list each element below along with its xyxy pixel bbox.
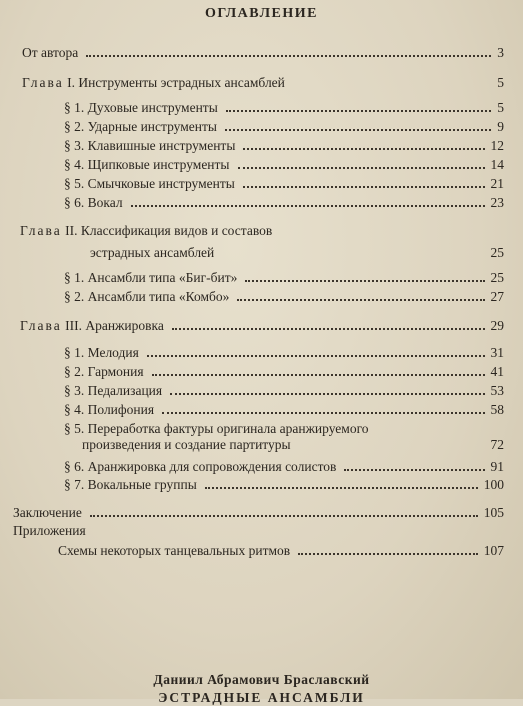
toc-entry-author: От автора 3: [22, 45, 504, 60]
toc-section: § 1. Мелодия 31: [64, 345, 504, 360]
toc-section: § 5. Смычковые инструменты 21: [64, 176, 504, 191]
toc-section: § 6. Вокал 23: [64, 195, 504, 210]
toc-section: § 2. Ударные инструменты 9: [64, 119, 504, 134]
author-name: Даниил Абрамович Браславский: [153, 672, 370, 687]
book-title-cut: ЭСТРАДНЫЕ АНСАМБЛИ: [158, 690, 365, 705]
toc-section-cont: произведения и создание партитуры 72: [82, 437, 504, 452]
toc-chapter-1: Глава I. Инструменты эстрадных ансамблей 5: [22, 75, 504, 90]
toc-section: § 4. Полифония 58: [64, 402, 504, 417]
toc-section: § 3. Клавишные инструменты 12: [64, 138, 504, 153]
toc-section: § 7. Вокальные группы 100: [64, 477, 504, 492]
toc-entry-appendix: Приложения: [13, 523, 86, 538]
page-title: ОГЛАВЛЕНИЕ: [205, 6, 318, 21]
toc-section: § 4. Щипковые инструменты 14: [64, 157, 504, 172]
toc-section: § 3. Педализация 53: [64, 383, 504, 398]
toc-entry-conclusion: Заключение 105: [13, 505, 504, 520]
toc-section: § 1. Духовые инструменты 5: [64, 100, 504, 115]
toc-chapter-2-title: Глава II. Классификация видов и составов: [20, 223, 273, 238]
toc-section: § 6. Аранжировка для сопровождения солистов 91: [64, 459, 504, 474]
toc-section: § 2. Гармония 41: [64, 364, 504, 379]
toc-section-title: § 5. Переработка фактуры оригинала аранжируемого: [64, 421, 369, 436]
toc-section: § 2. Ансамбли типа «Комбо» 27: [64, 289, 504, 304]
toc-chapter-3: Глава III. Аранжировка 29: [20, 318, 504, 333]
toc-entry-rhythms: Схемы некоторых танцевальных ритмов 107: [58, 543, 504, 558]
toc-chapter-2-cont: эстрадных ансамблей 25: [90, 245, 504, 260]
toc-section: § 1. Ансамбли типа «Биг-бит» 25: [64, 270, 504, 285]
